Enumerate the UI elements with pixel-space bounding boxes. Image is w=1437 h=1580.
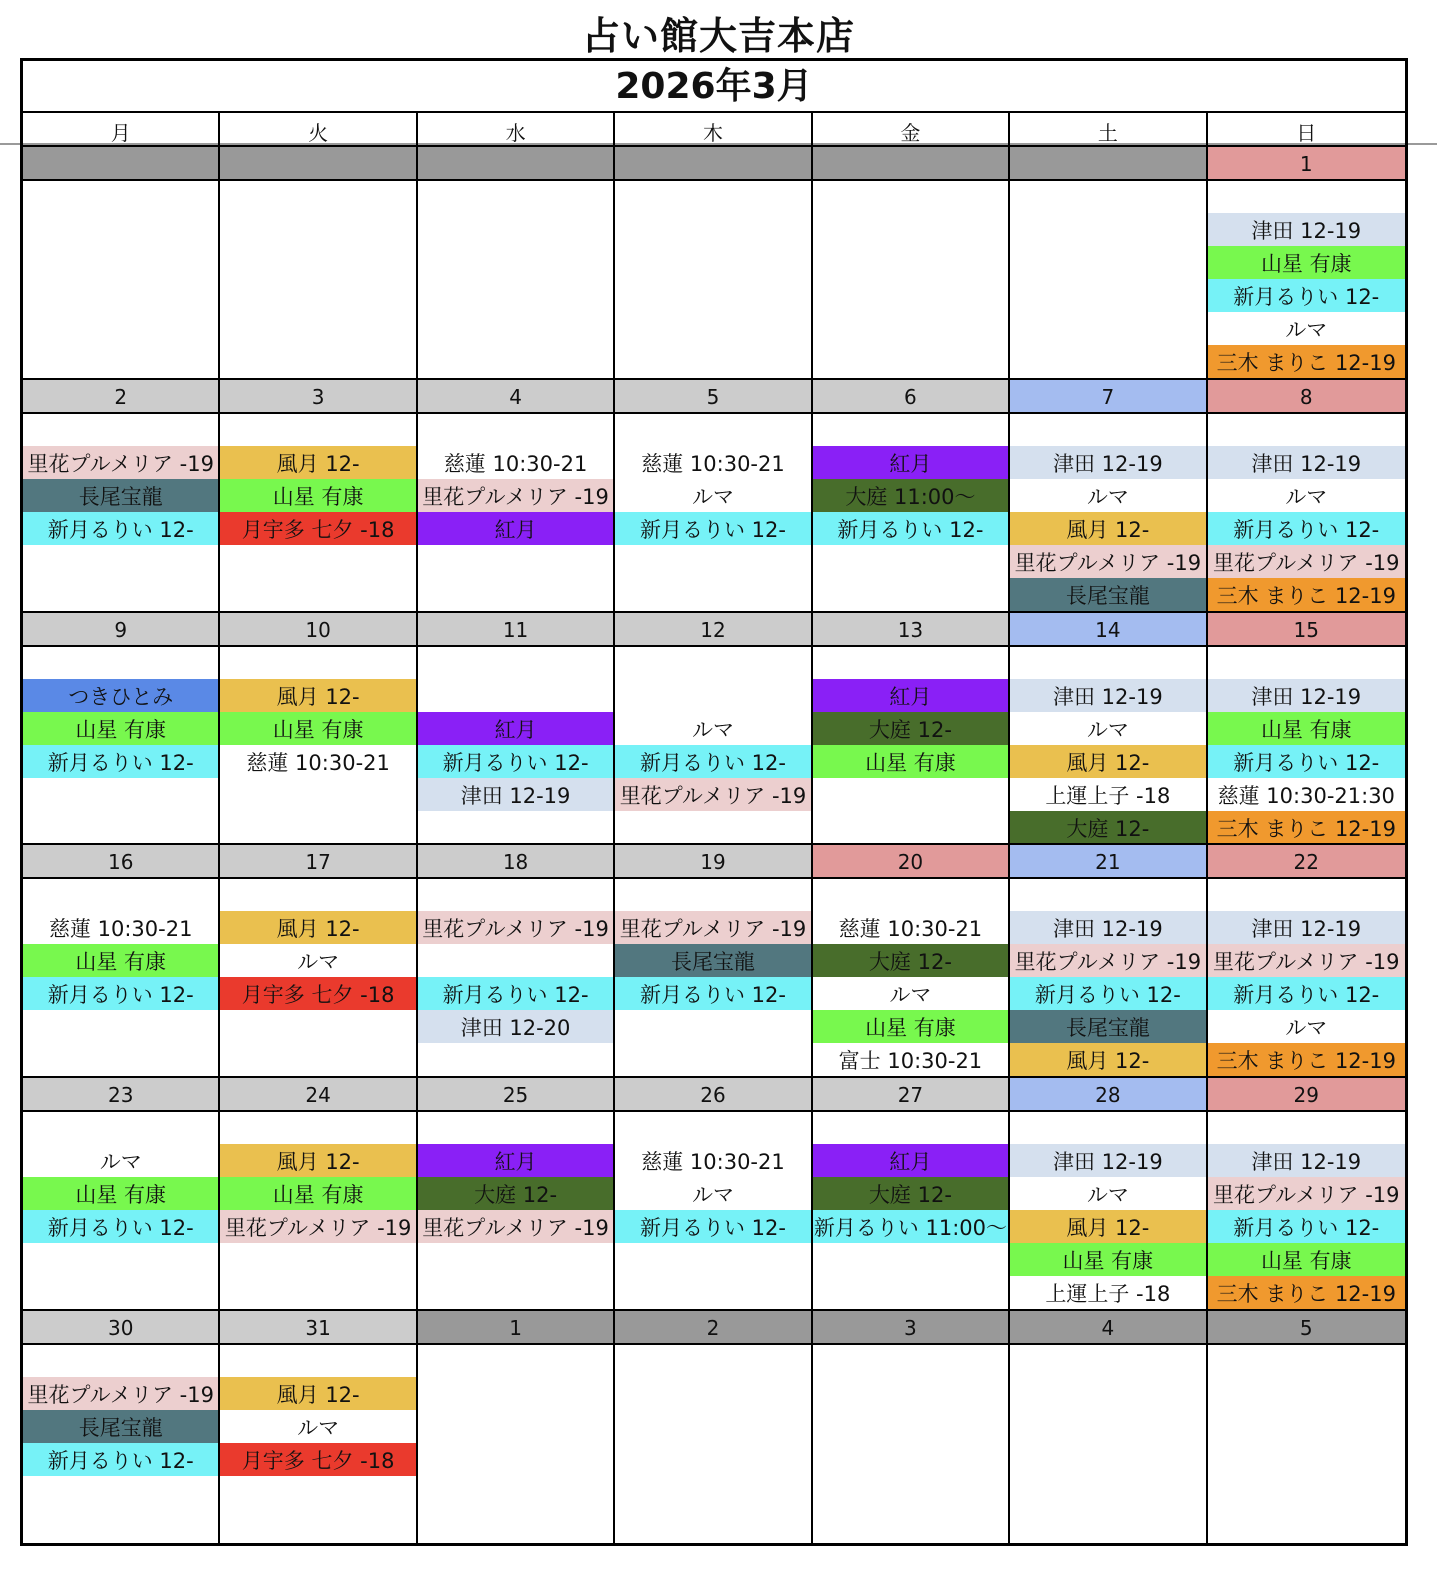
schedule-entry[interactable]: 里花プルメリア -19	[418, 479, 613, 512]
schedule-entry[interactable]: 津田 12-19	[1208, 911, 1405, 944]
weekday-tue: 火	[220, 111, 417, 145]
day-cell[interactable]	[1010, 845, 1207, 1078]
day-cell[interactable]	[615, 613, 812, 846]
day-cell[interactable]	[23, 845, 220, 1078]
schedule-list	[615, 414, 810, 545]
schedule-entry[interactable]: 山星 有康	[23, 944, 218, 977]
date-label: 31	[220, 1311, 415, 1345]
day-cell[interactable]	[23, 147, 220, 380]
schedule-entry[interactable]: 津田 12-19	[1010, 1144, 1205, 1177]
schedule-entry[interactable]: ルマ	[1010, 1177, 1205, 1210]
day-cell[interactable]	[1208, 1078, 1405, 1311]
schedule-entry[interactable]: 新月るりい 12-	[615, 512, 810, 545]
day-cell[interactable]	[1208, 845, 1405, 1078]
schedule-entry[interactable]: 大庭 11:00〜	[813, 479, 1008, 512]
day-cell[interactable]	[615, 1078, 812, 1311]
date-label: 3	[220, 380, 415, 414]
weekday-fri: 金	[813, 111, 1010, 145]
day-cell[interactable]	[418, 380, 615, 613]
schedule-entry[interactable]: 風月 12-	[220, 1377, 415, 1410]
schedule-entry[interactable]: 上運上子 -18	[1010, 778, 1205, 811]
schedule-list	[813, 181, 1008, 213]
schedule-entry[interactable]: ルマ	[1010, 479, 1205, 512]
schedule-entry[interactable]: 津田 12-19	[1010, 911, 1205, 944]
day-cell[interactable]	[23, 1078, 220, 1311]
schedule-entry[interactable]: 山星 有康	[813, 745, 1008, 778]
date-label: 17	[220, 845, 415, 879]
date-label: 11	[418, 613, 613, 647]
day-cell[interactable]	[1010, 1078, 1207, 1311]
schedule-list	[1010, 181, 1205, 213]
schedule-list	[220, 414, 415, 545]
date-label: 12	[615, 613, 810, 647]
date-label: 24	[220, 1078, 415, 1112]
schedule-list	[23, 647, 218, 778]
date-label: 2	[23, 380, 218, 414]
day-cell[interactable]	[813, 613, 1010, 846]
schedule-entry[interactable]	[418, 944, 613, 977]
day-cell[interactable]	[813, 1311, 1010, 1544]
schedule-list	[23, 879, 218, 1010]
day-cell[interactable]	[813, 380, 1010, 613]
day-cell[interactable]	[220, 380, 417, 613]
schedule-entry[interactable]: 風月 12-	[1010, 745, 1205, 778]
schedule-entry[interactable]	[615, 679, 810, 712]
date-label: 2	[615, 1311, 810, 1345]
schedule-list	[220, 879, 415, 1010]
date-label: 4	[1010, 1311, 1205, 1345]
schedule-entry[interactable]: 長尾宝龍	[23, 1410, 218, 1443]
schedule-entry[interactable]: 風月 12-	[1010, 1043, 1205, 1076]
schedule-entry[interactable]: 月宇多 七夕 -18	[220, 512, 415, 545]
date-label: 28	[1010, 1078, 1205, 1112]
schedule-entry[interactable]: 里花プルメリア -19	[1208, 1177, 1405, 1210]
day-cell[interactable]	[615, 1311, 812, 1544]
schedule-list	[1208, 181, 1405, 378]
schedule-entry[interactable]: 大庭 12-	[1010, 811, 1205, 844]
schedule-list	[1010, 414, 1205, 611]
schedule-entry[interactable]: 山星 有康	[1208, 1243, 1405, 1276]
day-cell[interactable]	[615, 380, 812, 613]
schedule-entry[interactable]: 風月 12-	[1010, 1210, 1205, 1243]
weekday-wed: 水	[418, 111, 615, 145]
schedule-entry[interactable]: 紅月	[418, 1144, 613, 1177]
schedule-entry[interactable]: 長尾宝龍	[615, 944, 810, 977]
date-label: 19	[615, 845, 810, 879]
day-cell[interactable]	[418, 147, 615, 380]
schedule-entry[interactable]: 長尾宝龍	[1010, 1010, 1205, 1043]
schedule-entry[interactable]: 里花プルメリア -19	[23, 446, 218, 479]
day-cell[interactable]	[1010, 613, 1207, 846]
date-label: 3	[813, 1311, 1008, 1345]
schedule-entry[interactable]: 慈蓮 10:30-21	[418, 446, 613, 479]
day-cell[interactable]	[220, 613, 417, 846]
schedule-list	[813, 647, 1008, 778]
schedule-entry[interactable]: 山星 有康	[1208, 246, 1405, 279]
schedule-entry[interactable]: 山星 有康	[23, 712, 218, 745]
schedule-entry[interactable]: 風月 12-	[220, 1144, 415, 1177]
schedule-list	[23, 181, 218, 213]
schedule-entry[interactable]: 新月るりい 12-	[23, 1210, 218, 1243]
schedule-list	[1010, 647, 1205, 844]
schedule-entry[interactable]: 里花プルメリア -19	[615, 911, 810, 944]
date-label: 23	[23, 1078, 218, 1112]
schedule-entry[interactable]: 新月るりい 12-	[23, 1443, 218, 1476]
calendar-frame	[20, 58, 1408, 1546]
day-cell[interactable]	[1208, 1311, 1405, 1544]
schedule-entry[interactable]: 津田 12-19	[1208, 1144, 1405, 1177]
schedule-entry[interactable]: 長尾宝龍	[23, 479, 218, 512]
date-label	[1010, 147, 1205, 181]
date-label: 29	[1208, 1078, 1405, 1112]
schedule-list	[418, 181, 613, 213]
schedule-entry[interactable]: ルマ	[1208, 312, 1405, 345]
schedule-entry[interactable]: 長尾宝龍	[1010, 578, 1205, 611]
schedule-entry[interactable]: 紅月	[418, 712, 613, 745]
schedule-entry[interactable]: 新月るりい 12-	[23, 745, 218, 778]
schedule-entry[interactable]: 里花プルメリア -19	[1010, 944, 1205, 977]
schedule-entry[interactable]: 山星 有康	[220, 712, 415, 745]
weekday-header-row	[23, 111, 1405, 147]
schedule-entry[interactable]: 新月るりい 12-	[615, 1210, 810, 1243]
schedule-list	[23, 1345, 218, 1476]
schedule-entry[interactable]: 津田 12-20	[418, 1010, 613, 1043]
schedule-entry[interactable]: 山星 有康	[1208, 712, 1405, 745]
day-cell[interactable]	[615, 147, 812, 380]
schedule-entry[interactable]: 新月るりい 12-	[1208, 512, 1405, 545]
schedule-entry[interactable]: 新月るりい 12-	[615, 745, 810, 778]
schedule-list	[220, 1345, 415, 1476]
date-label: 1	[1208, 147, 1405, 181]
schedule-entry[interactable]: ルマ	[1010, 712, 1205, 745]
date-label: 15	[1208, 613, 1405, 647]
schedule-entry[interactable]: 里花プルメリア -19	[418, 911, 613, 944]
schedule-entry[interactable]: 風月 12-	[220, 679, 415, 712]
schedule-entry[interactable]	[418, 679, 613, 712]
date-label	[220, 147, 415, 181]
date-label: 25	[418, 1078, 613, 1112]
schedule-entry[interactable]: 山星 有康	[23, 1177, 218, 1210]
schedule-entry[interactable]: 里花プルメリア -19	[220, 1210, 415, 1243]
schedule-entry[interactable]: 三木 まりこ 12-19	[1208, 578, 1405, 611]
schedule-list	[220, 181, 415, 213]
schedule-entry[interactable]: 紅月	[418, 512, 613, 545]
schedule-list	[418, 647, 613, 811]
schedule-entry[interactable]: 慈蓮 10:30-21	[615, 446, 810, 479]
schedule-entry[interactable]: 里花プルメリア -19	[1208, 944, 1405, 977]
weekday-mon: 月	[23, 111, 220, 145]
schedule-entry[interactable]: 新月るりい 12-	[1208, 977, 1405, 1010]
schedule-entry[interactable]: 津田 12-19	[1010, 446, 1205, 479]
day-cell[interactable]	[1010, 1311, 1207, 1544]
schedule-entry[interactable]: 上運上子 -18	[1010, 1276, 1205, 1309]
day-cell[interactable]	[813, 1078, 1010, 1311]
schedule-entry[interactable]: 大庭 12-	[813, 712, 1008, 745]
schedule-entry[interactable]: 慈蓮 10:30-21	[813, 911, 1008, 944]
schedule-entry[interactable]: 慈蓮 10:30-21	[23, 911, 218, 944]
schedule-list	[1010, 1112, 1205, 1309]
date-label: 14	[1010, 613, 1205, 647]
schedule-entry[interactable]: 新月るりい 11:00〜	[813, 1210, 1008, 1243]
day-cell[interactable]	[1208, 380, 1405, 613]
schedule-list	[1208, 1112, 1405, 1309]
schedule-entry[interactable]: 新月るりい 12-	[615, 977, 810, 1010]
schedule-list	[220, 1112, 415, 1243]
schedule-entry[interactable]: 山星 有康	[813, 1010, 1008, 1043]
date-label: 26	[615, 1078, 810, 1112]
schedule-list	[418, 1345, 613, 1377]
schedule-entry[interactable]: 慈蓮 10:30-21:30	[1208, 778, 1405, 811]
month-label: 2026年3月	[23, 61, 1405, 113]
schedule-entry[interactable]: 津田 12-19	[1208, 213, 1405, 246]
day-cell[interactable]	[418, 613, 615, 846]
day-cell[interactable]	[220, 1078, 417, 1311]
date-label: 4	[418, 380, 613, 414]
schedule-list	[1208, 647, 1405, 844]
schedule-entry[interactable]: ルマ	[220, 1410, 415, 1443]
schedule-list	[813, 414, 1008, 545]
schedule-entry[interactable]: 三木 まりこ 12-19	[1208, 811, 1405, 844]
schedule-entry[interactable]: 風月 12-	[220, 911, 415, 944]
day-cell[interactable]	[813, 147, 1010, 380]
schedule-entry[interactable]: ルマ	[615, 1177, 810, 1210]
schedule-entry[interactable]: 風月 12-	[220, 446, 415, 479]
schedule-entry[interactable]: 山星 有康	[1010, 1243, 1205, 1276]
schedule-entry[interactable]: ルマ	[813, 977, 1008, 1010]
date-label: 18	[418, 845, 613, 879]
date-label: 27	[813, 1078, 1008, 1112]
schedule-entry[interactable]: 三木 まりこ 12-19	[1208, 1043, 1405, 1076]
schedule-entry[interactable]: ルマ	[220, 944, 415, 977]
schedule-entry[interactable]: つきひとみ	[23, 679, 218, 712]
schedule-entry[interactable]: 紅月	[813, 679, 1008, 712]
schedule-entry[interactable]: 慈蓮 10:30-21	[220, 745, 415, 778]
schedule-entry[interactable]: 里花プルメリア -19	[418, 1210, 613, 1243]
schedule-list	[1010, 1345, 1205, 1377]
schedule-entry[interactable]: 津田 12-19	[1208, 679, 1405, 712]
schedule-entry[interactable]: 三木 まりこ 12-19	[1208, 345, 1405, 378]
weekday-sat: 土	[1010, 111, 1207, 145]
date-label	[418, 147, 613, 181]
schedule-list	[813, 879, 1008, 1076]
schedule-entry[interactable]: ルマ	[615, 712, 810, 745]
weekday-thu: 木	[615, 111, 812, 145]
schedule-list	[23, 414, 218, 545]
schedule-list	[220, 647, 415, 778]
schedule-entry[interactable]: 新月るりい 12-	[23, 512, 218, 545]
schedule-entry[interactable]: 大庭 12-	[813, 944, 1008, 977]
date-label: 1	[418, 1311, 613, 1345]
schedule-entry[interactable]: 津田 12-19	[1208, 446, 1405, 479]
shop-title: 占い館大吉本店	[581, 14, 855, 58]
day-cell[interactable]	[220, 845, 417, 1078]
date-label: 20	[813, 845, 1008, 879]
schedule-list	[418, 879, 613, 1043]
date-label	[23, 147, 218, 181]
schedule-entry[interactable]: 新月るりい 12-	[813, 512, 1008, 545]
schedule-entry[interactable]: 新月るりい 12-	[418, 977, 613, 1010]
schedule-entry[interactable]: 新月るりい 12-	[1208, 1210, 1405, 1243]
date-label: 16	[23, 845, 218, 879]
schedule-entry[interactable]: 新月るりい 12-	[1208, 745, 1405, 778]
schedule-entry[interactable]: 風月 12-	[1010, 512, 1205, 545]
schedule-entry[interactable]: 里花プルメリア -19	[23, 1377, 218, 1410]
schedule-list	[1010, 879, 1205, 1076]
schedule-entry[interactable]: 新月るりい 12-	[418, 745, 613, 778]
date-label: 7	[1010, 380, 1205, 414]
day-cell[interactable]	[418, 845, 615, 1078]
day-cell[interactable]	[23, 613, 220, 846]
schedule-entry[interactable]: ルマ	[23, 1144, 218, 1177]
schedule-entry[interactable]: 里花プルメリア -19	[1010, 545, 1205, 578]
day-cell[interactable]	[813, 845, 1010, 1078]
day-cell[interactable]	[1208, 613, 1405, 846]
schedule-entry[interactable]: 里花プルメリア -19	[615, 778, 810, 811]
schedule-list	[813, 1345, 1008, 1377]
schedule-entry[interactable]: 山星 有康	[220, 1177, 415, 1210]
schedule-entry[interactable]: 富士 10:30-21	[813, 1043, 1008, 1076]
schedule-list	[1208, 1345, 1405, 1377]
schedule-entry[interactable]: 慈蓮 10:30-21	[615, 1144, 810, 1177]
date-label	[615, 147, 810, 181]
schedule-entry[interactable]: ルマ	[615, 479, 810, 512]
date-label	[813, 147, 1008, 181]
day-cell[interactable]	[418, 1078, 615, 1311]
schedule-entry[interactable]: 大庭 12-	[813, 1177, 1008, 1210]
schedule-list	[615, 1345, 810, 1377]
day-cell[interactable]	[418, 1311, 615, 1544]
day-cell[interactable]	[615, 845, 812, 1078]
day-cell[interactable]	[1010, 147, 1207, 380]
schedule-entry[interactable]: 津田 12-19	[418, 778, 613, 811]
schedule-list	[615, 181, 810, 213]
schedule-list	[813, 1112, 1008, 1243]
schedule-list	[418, 1112, 613, 1243]
schedule-list	[615, 879, 810, 1010]
schedule-entry[interactable]: 月宇多 七夕 -18	[220, 1443, 415, 1476]
schedule-entry[interactable]: ルマ	[1208, 1010, 1405, 1043]
date-label: 21	[1010, 845, 1205, 879]
date-label: 10	[220, 613, 415, 647]
schedule-entry[interactable]: 三木 まりこ 12-19	[1208, 1276, 1405, 1309]
schedule-list	[1208, 414, 1405, 611]
day-cell[interactable]	[23, 1311, 220, 1544]
date-label: 5	[1208, 1311, 1405, 1345]
schedule-entry[interactable]: 大庭 12-	[418, 1177, 613, 1210]
date-label: 8	[1208, 380, 1405, 414]
date-label: 13	[813, 613, 1008, 647]
schedule-list	[1208, 879, 1405, 1076]
schedule-entry[interactable]: 紅月	[813, 446, 1008, 479]
schedule-entry[interactable]: 月宇多 七夕 -18	[220, 977, 415, 1010]
date-label: 9	[23, 613, 218, 647]
schedule-entry[interactable]: 紅月	[813, 1144, 1008, 1177]
schedule-list	[615, 647, 810, 811]
schedule-entry[interactable]: 新月るりい 12-	[1010, 977, 1205, 1010]
day-cell[interactable]	[1010, 380, 1207, 613]
schedule-list	[418, 414, 613, 545]
date-label: 22	[1208, 845, 1405, 879]
schedule-entry[interactable]: 新月るりい 12-	[23, 977, 218, 1010]
day-cell[interactable]	[1208, 147, 1405, 380]
schedule-entry[interactable]: 山星 有康	[220, 479, 415, 512]
date-label: 30	[23, 1311, 218, 1345]
weekday-sun: 日	[1296, 121, 1317, 145]
calendar-grid	[23, 147, 1405, 1544]
schedule-entry[interactable]: ルマ	[1208, 479, 1405, 512]
schedule-entry[interactable]: 新月るりい 12-	[1208, 279, 1405, 312]
date-label: 5	[615, 380, 810, 414]
schedule-list	[615, 1112, 810, 1243]
date-label: 6	[813, 380, 1008, 414]
day-cell[interactable]	[220, 147, 417, 380]
day-cell[interactable]	[23, 380, 220, 613]
day-cell[interactable]	[220, 1311, 417, 1544]
schedule-list	[23, 1112, 218, 1243]
schedule-entry[interactable]: 里花プルメリア -19	[1208, 545, 1405, 578]
schedule-entry[interactable]: 津田 12-19	[1010, 679, 1205, 712]
